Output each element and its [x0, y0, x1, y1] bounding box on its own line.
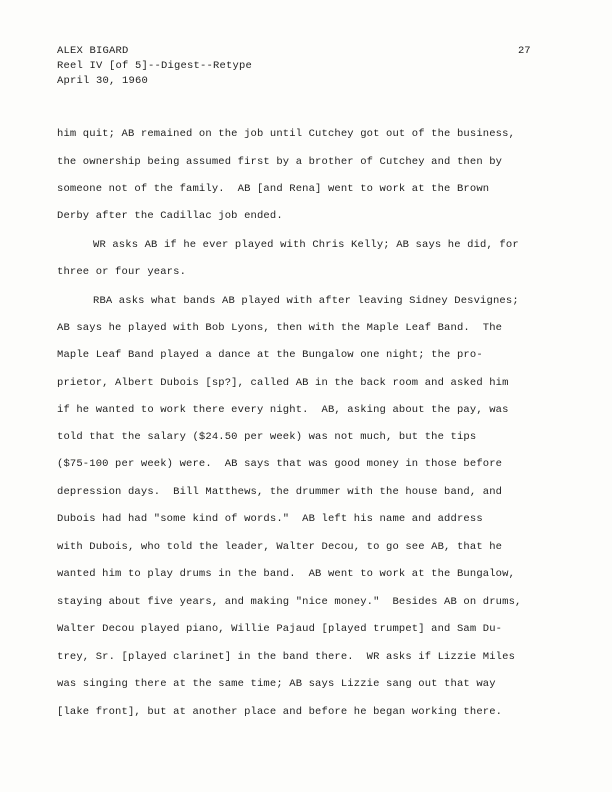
text-line: Walter Decou played piano, Willie Pajaud [played trumpet] and Sam Du-: [57, 623, 503, 635]
text-line: was singing there at the same time; AB says Lizzie sang out that way: [57, 678, 496, 690]
reel-info: Reel IV [of 5]--Digest--Retype: [57, 60, 253, 72]
text-line: trey, Sr. [played clarinet] in the band there. WR asks if Lizzie Miles: [57, 651, 516, 663]
text-line: wanted him to play drums in the band. AB went to work at the Bungalow,: [57, 568, 516, 580]
page-number: 27: [518, 45, 531, 57]
text-line: him quit; AB remained on the job until Cutchey got out of the business,: [57, 128, 516, 140]
text-line: prietor, Albert Dubois [sp?], called AB in the back room and asked him: [57, 377, 509, 389]
text-line: [lake front], but at another place and before he began working there.: [57, 706, 503, 718]
text-line: someone not of the family. AB [and Rena] went to work at the Brown: [57, 183, 490, 195]
text-line: the ownership being assumed first by a brother of Cutchey and then by: [57, 156, 503, 168]
text-line: depression days. Bill Matthews, the drummer with the house band, and: [57, 486, 503, 498]
text-line: with Dubois, who told the leader, Walter Decou, to go see AB, that he: [57, 541, 503, 553]
text-line: Maple Leaf Band played a dance at the Bungalow one night; the pro-: [57, 349, 483, 361]
text-line: Dubois had had "some kind of words." AB left his name and address: [57, 513, 483, 525]
text-line: ($75-100 per week) were. AB says that was good money in those before: [57, 458, 503, 470]
text-line: Derby after the Cadillac job ended.: [57, 210, 283, 222]
interviewee-name: ALEX BIGARD: [57, 45, 129, 57]
text-line: if he wanted to work there every night. AB, asking about the pay, was: [57, 404, 509, 416]
text-line: three or four years.: [57, 266, 187, 278]
text-line: WR asks AB if he ever played with Chris Kelly; AB says he did, for: [93, 239, 519, 251]
text-line: AB says he played with Bob Lyons, then with the Maple Leaf Band. The: [57, 322, 503, 334]
interview-date: April 30, 1960: [57, 75, 149, 87]
text-line: staying about five years, and making "nice money." Besides AB on drums,: [57, 596, 522, 608]
text-line: told that the salary ($24.50 per week) was not much, but the tips: [57, 431, 477, 443]
text-line: RBA asks what bands AB played with after leaving Sidney Desvignes;: [93, 295, 519, 307]
